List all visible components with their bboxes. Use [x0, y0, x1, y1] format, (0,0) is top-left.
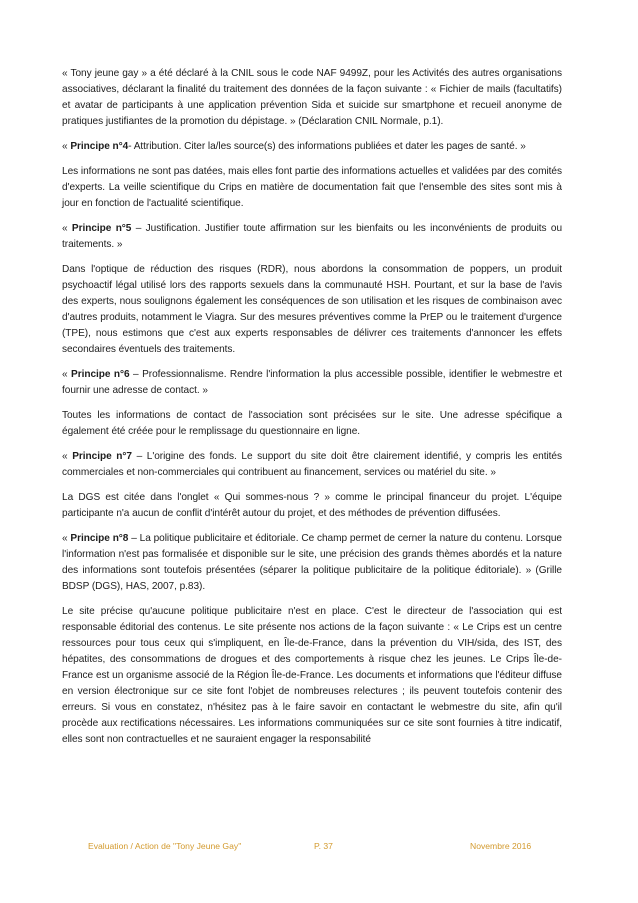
paragraph-text: « Tony jeune gay » a été déclaré à la CNIL sous le code NAF 9499Z, pour les Activités des autres organisations associatives, déclarant la finalité du traitement des données de la façon suivante : « Fichier de mails (facultatifs) et avatar de participants à une application prévention Sida et suicide sur smartphone et recueil anonyme de pratiques justifiantes de la promotion du dépistage. » (Déclaration CNIL Normale, p.1). [62, 68, 562, 127]
quote-mark: « [62, 223, 72, 234]
footer-document-title: Evaluation / Action de "Tony Jeune Gay" [88, 841, 242, 851]
paragraph-text: Les informations ne sont pas datées, mais elles font partie des informations actuelles et validées par des comités d'experts. La veille scientifique du Crips en matière de documentation fait que l'ensemble des sites sont mis à jour en fonction de l'actualité scientifique. [62, 166, 562, 209]
paragraph-dgs [62, 490, 562, 522]
paragraph-editorial-policy [62, 604, 562, 748]
paragraph-principe-7 [62, 449, 562, 481]
paragraph-principe-4 [62, 139, 562, 155]
footer-page-number: P. 37 [314, 841, 333, 851]
paragraph-text: Le site précise qu'aucune politique publicitaire n'est en place. C'est le directeur de l'association qui est responsable éditorial des contenus. Le site présente nos actions de la façon suivante : « Le Crips est un centre ressources pour tous ceux qui s'impliquent, en Île-de-France, dans la prévention du VIH/sida, des IST, des hépatites, des consommations de drogues et des comportements à risque chez les jeunes. Le Crips Île-de-France est un organisme associé de la Région Île-de-France. Les documents et informations que l'éditeur diffuse en version électronique sur ce site font l'objet de nombreuses relectures ; ils peuvent toutefois contenir des erreurs. Si vous en constatez, n'hésitez pas à le faire savoir en contactant le webmestre du site, afin qu'il procède aux rectifications nécessaires. Les informations communiquées sur ce site sont fournies à titre indicatif, elles sont non contractuelles et ne sauraient engager la responsabilité [62, 606, 562, 745]
footer-date: Novembre 2016 [470, 841, 532, 851]
principle-heading: Principe n°7 [72, 451, 132, 462]
principle-heading: Principe n°6 [71, 369, 130, 380]
paragraph-text: – Professionnalisme. Rendre l'information la plus accessible possible, identifier le webmestre et fournir une adresse de contact. » [62, 369, 562, 396]
paragraph-text: – Justification. Justifier toute affirmation sur les bienfaits ou les inconvénients de produits ou traitements. » [62, 223, 563, 250]
paragraph-principe-6 [62, 367, 562, 399]
paragraph-text: Toutes les informations de contact de l'association sont précisées sur le site. Une adresse spécifique a également été créée pour le remplissage du questionnaire en ligne. [62, 410, 562, 437]
paragraph-rdr [62, 262, 562, 358]
quote-mark: « [62, 141, 71, 152]
paragraph-principe-8 [62, 531, 562, 595]
principle-heading: Principe n°8 [70, 533, 129, 544]
paragraph-contact [62, 408, 562, 440]
quote-mark: « [62, 369, 72, 380]
paragraph-text: La DGS est citée dans l'onglet « Qui sommes-nous ? » comme le principal financeur du projet. L'équipe participante n'a aucun de conflit d'intérêt autour du projet, et des méthodes de prévention diffusées. [62, 492, 562, 519]
paragraph-principe-5 [62, 221, 562, 253]
paragraph-cnil-declaration [62, 66, 562, 130]
document-body [62, 66, 562, 757]
paragraph-text: – L'origine des fonds. Le support du site doit être clairement identifié, y compris les entités commerciales et non-commerciales qui contribuent au financement, services ou matériel du site. » [62, 451, 562, 478]
principle-heading: Principe n°5 [71, 223, 132, 234]
page-footer [62, 841, 562, 855]
paragraph-text: Dans l'optique de réduction des risques (RDR), nous abordons la consommation de poppers, un produit psychoactif légal utilisé lors des rapports sexuels dans la communauté HSH. Pourtant, et sur la base de l'avis des experts, nous soulignons également les conséquences de son utilisation et les risques de combinaison avec d'autres produits, notamment le Viagra. Sur des mesures préventives comme la PrEP ou le traitement d'urgence (TPE), nous estimons que c'est aux experts responsables de délivrer ces traitements d'annoncer les effets secondaires éventuels des traitements. [62, 264, 562, 355]
paragraph-dating [62, 164, 562, 212]
quote-mark: « [62, 533, 71, 544]
principle-heading: Principe n°4 [70, 141, 129, 152]
quote-mark: « [62, 451, 73, 462]
paragraph-text: – La politique publicitaire et éditoriale. Ce champ permet de cerner la nature du contenu. Lorsque l'information n'est pas formalisée et disponible sur le site, une précision des grands thèmes abordés et la nature des informations sont toutefois présentées (séparer la politique publicitaire de la politique éditoriale). » (Grille BDSP (DGS), HAS, 2007, p.83). [62, 533, 563, 592]
paragraph-text: - Attribution. Citer la/les source(s) des informations publiées et dater les pages de santé. » [128, 141, 526, 152]
